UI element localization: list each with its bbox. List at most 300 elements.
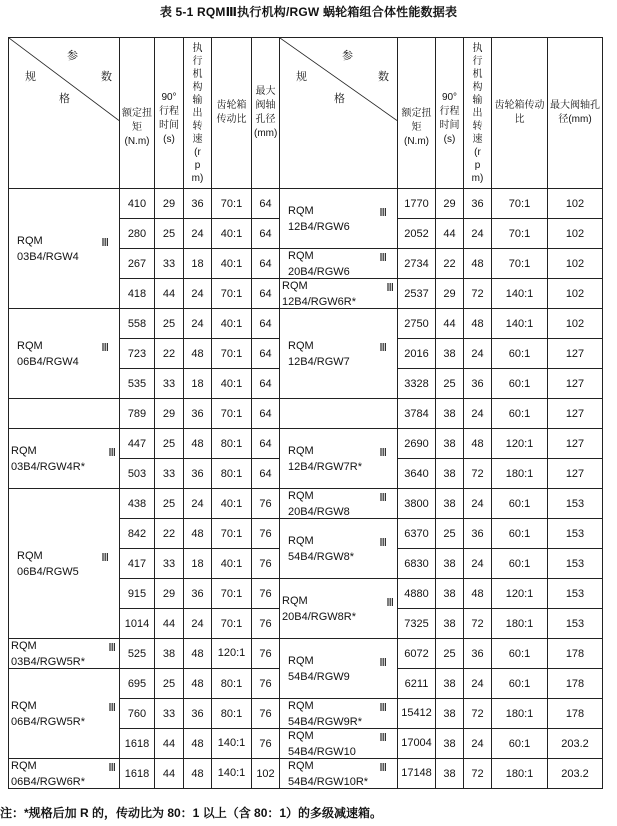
speed-value: 24 [184,279,212,309]
stroke-time-value: 38 [436,579,464,609]
model-spec: 12B4/RGW7R* [288,460,362,473]
model-series: RQM [11,639,37,652]
stroke-time-value: 25 [436,519,464,549]
speed-value: 24 [184,219,212,249]
torque-value: 1770 [398,189,436,219]
speed-value: 72 [464,459,492,489]
speed-value: 24 [464,399,492,429]
roman-three-mark: Ⅲ [379,656,387,669]
stroke-time-value: 38 [155,639,184,669]
table-row [9,429,603,459]
diag-shu-label: 数 [378,71,389,83]
stroke-time-value: 38 [436,459,464,489]
bore-value: 76 [252,669,280,699]
bore-value: 102 [548,309,603,339]
ratio-value: 60:1 [492,369,548,399]
torque-value: 2016 [398,339,436,369]
speed-value: 18 [184,249,212,279]
torque-value: 915 [120,579,155,609]
roman-three-mark: Ⅲ [108,641,116,654]
torque-value: 447 [120,429,155,459]
stroke-time-value: 33 [155,459,184,489]
model-spec: 03B4/RGW4 [17,250,79,263]
torque-value: 6370 [398,519,436,549]
model-series: RQM [17,549,43,562]
torque-header: 额定扭矩(N.m) [120,38,155,189]
ratio-value: 60:1 [492,339,548,369]
model-series: RQM [17,339,43,352]
torque-value: 2537 [398,279,436,309]
roman-three-mark: Ⅲ [108,701,116,714]
stroke-time-value: 25 [436,369,464,399]
stroke-time-value: 38 [436,489,464,519]
roman-three-mark: Ⅲ [379,446,387,459]
model-spec: 20B4/RGW6 [288,265,350,278]
table-row [9,189,603,219]
bore-value: 102 [548,249,603,279]
bore-value: 64 [252,309,280,339]
torque-value: 3640 [398,459,436,489]
model-series: RQM [11,699,37,712]
speed-value: 72 [464,699,492,729]
bore-value: 64 [252,459,280,489]
model-spec: 12B4/RGW6 [288,220,350,233]
model-label [9,639,120,669]
model-series: RQM [288,654,314,667]
stroke-time-value: 25 [155,489,184,519]
ratio-value: 70:1 [492,189,548,219]
ratio-value: 70:1 [212,189,252,219]
stroke-time-value: 29 [155,399,184,429]
speed-value: 72 [464,759,492,789]
torque-value: 695 [120,669,155,699]
model-label [280,249,398,279]
ratio-value: 70:1 [212,609,252,639]
torque-value: 1618 [120,759,155,789]
model-label [9,669,120,759]
speed-value: 48 [184,639,212,669]
stroke-time-value: 25 [155,669,184,699]
performance-table [8,37,603,789]
stroke-time-value: 44 [436,219,464,249]
bore-value: 102 [548,279,603,309]
ratio-value: 140:1 [492,279,548,309]
torque-value: 280 [120,219,155,249]
ratio-value: 70:1 [492,249,548,279]
torque-value: 535 [120,369,155,399]
diag-gui-label: 规 [25,71,36,83]
max-bore-header: 最大阀轴孔径(mm) [548,38,603,189]
ratio-value: 40:1 [212,309,252,339]
ratio-value: 40:1 [212,489,252,519]
bore-value: 153 [548,489,603,519]
model-label [280,579,398,639]
ratio-value: 180:1 [492,699,548,729]
ratio-value: 40:1 [212,219,252,249]
stroke-time-value: 25 [155,309,184,339]
bore-value: 102 [548,189,603,219]
speed-value: 72 [464,279,492,309]
stroke-time-value: 38 [436,729,464,759]
stroke-time-value: 38 [436,549,464,579]
torque-value: 2690 [398,429,436,459]
speed-value: 36 [464,189,492,219]
diagonal-header-left [9,38,120,189]
model-spec: 54B4/RGW10R* [288,775,369,788]
model-spec: 54B4/RGW10 [288,745,356,758]
ratio-value: 120:1 [492,429,548,459]
speed-value: 48 [464,429,492,459]
stroke-time-value: 38 [436,399,464,429]
ratio-value: 60:1 [492,729,548,759]
stroke-time-value: 44 [155,729,184,759]
diag-shu-label: 数 [101,71,112,83]
model-label [9,189,120,309]
ratio-value: 80:1 [212,429,252,459]
diag-gui-label: 规 [296,71,307,83]
torque-value: 15412 [398,699,436,729]
roman-three-mark: Ⅲ [108,761,116,774]
model-label [280,489,398,519]
bore-value: 102 [548,219,603,249]
model-spec: 20B4/RGW8 [288,505,350,518]
torque-value: 6072 [398,639,436,669]
model-series: RQM [288,699,314,712]
bore-value: 153 [548,549,603,579]
torque-value: 4880 [398,579,436,609]
diag-ge-label: 格 [334,93,345,105]
torque-value: 3800 [398,489,436,519]
torque-value: 417 [120,549,155,579]
ratio-value: 70:1 [212,519,252,549]
bore-value: 64 [252,369,280,399]
bore-value: 127 [548,429,603,459]
ratio-value: 70:1 [492,219,548,249]
table-row [9,309,603,339]
speed-value: 36 [464,639,492,669]
roman-three-mark: Ⅲ [379,206,387,219]
stroke-time-value: 29 [436,279,464,309]
bore-value: 203.2 [548,729,603,759]
model-label [280,729,398,759]
bore-value: 76 [252,579,280,609]
torque-value: 503 [120,459,155,489]
bore-value: 127 [548,459,603,489]
model-label [280,309,398,399]
stroke-time-value: 38 [436,759,464,789]
stroke-time-header: 90°行程时间(s) [436,38,464,189]
roman-three-mark: Ⅲ [379,536,387,549]
speed-value: 36 [464,369,492,399]
speed-value: 24 [184,609,212,639]
ratio-value: 60:1 [492,549,548,579]
torque-value: 1014 [120,609,155,639]
ratio-value: 40:1 [212,549,252,579]
model-spec: 03B4/RGW5R* [11,655,85,668]
speed-value: 24 [464,339,492,369]
speed-value: 48 [184,519,212,549]
ratio-value: 180:1 [492,609,548,639]
speed-value: 48 [184,759,212,789]
ratio-value: 40:1 [212,249,252,279]
ratio-value: 40:1 [212,369,252,399]
model-series: RQM [288,249,314,262]
model-series: RQM [288,534,314,547]
bore-value: 64 [252,219,280,249]
roman-three-mark: Ⅲ [379,341,387,354]
stroke-time-value: 25 [155,429,184,459]
speed-value: 36 [184,459,212,489]
model-label [280,699,398,729]
torque-value: 6211 [398,669,436,699]
bore-value: 178 [548,639,603,669]
model-label [9,489,120,639]
speed-value: 18 [184,369,212,399]
model-label [9,429,120,489]
bore-value: 76 [252,609,280,639]
stroke-time-value: 22 [155,339,184,369]
model-label [280,639,398,699]
bore-value: 76 [252,489,280,519]
model-spec: 54B4/RGW8* [288,550,355,563]
model-spec: 03B4/RGW4R* [11,460,85,473]
speed-value: 24 [464,729,492,759]
roman-three-mark: Ⅲ [101,551,109,564]
diag-param-label: 参 [67,50,78,62]
model-label [280,519,398,579]
stroke-time-value: 29 [436,189,464,219]
roman-three-mark: Ⅲ [379,701,387,714]
header-row [9,38,603,189]
stroke-time-value: 33 [155,549,184,579]
torque-value: 760 [120,699,155,729]
roman-three-mark: Ⅲ [386,596,394,609]
bore-value: 64 [252,339,280,369]
roman-three-mark: Ⅲ [386,281,394,294]
ratio-value: 80:1 [212,699,252,729]
table-row [9,759,603,789]
model-series: RQM [288,204,314,217]
bore-value: 178 [548,699,603,729]
bore-value: 64 [252,189,280,219]
ratio-value: 120:1 [492,579,548,609]
ratio-value: 180:1 [492,759,548,789]
ratio-value: 70:1 [212,279,252,309]
ratio-value: 70:1 [212,579,252,609]
torque-value: 7325 [398,609,436,639]
speed-value: 24 [464,489,492,519]
bore-value: 76 [252,729,280,759]
stroke-time-value: 25 [155,219,184,249]
model-series: RQM [288,729,314,742]
ratio-value: 70:1 [212,399,252,429]
torque-value: 789 [120,399,155,429]
model-spec: 06B4/RGW5R* [11,715,85,728]
bore-value: 64 [252,279,280,309]
table-row [9,639,603,669]
stroke-time-value: 38 [436,699,464,729]
speed-value: 48 [184,429,212,459]
speed-value: 24 [184,309,212,339]
torque-value: 2052 [398,219,436,249]
model-series: RQM [288,444,314,457]
torque-value: 1618 [120,729,155,759]
model-label [280,429,398,489]
ratio-value: 80:1 [212,459,252,489]
speed-value: 36 [184,189,212,219]
ratio-value: 140:1 [492,309,548,339]
model-label [9,759,120,789]
torque-value: 2734 [398,249,436,279]
speed-value: 18 [184,549,212,579]
table-title: 表 5-1 RQMⅢ执行机构/RGW 蜗轮箱组合体性能数据表 [159,5,458,19]
bore-value: 127 [548,399,603,429]
model-spec: 06B4/RGW5 [17,565,79,578]
torque-value: 6830 [398,549,436,579]
roman-three-mark: Ⅲ [379,731,387,744]
torque-value: 418 [120,279,155,309]
bore-value: 76 [252,549,280,579]
speed-value: 48 [464,309,492,339]
speed-value: 48 [464,579,492,609]
ratio-value: 140:1 [212,759,252,789]
roman-three-mark: Ⅲ [379,251,387,264]
model-series: RQM [11,759,37,772]
ratio-value: 70:1 [212,339,252,369]
stroke-time-value: 33 [155,369,184,399]
bore-value: 102 [252,759,280,789]
model-label [9,399,120,429]
model-spec: 54B4/RGW9 [288,670,350,683]
diagonal-header-right [280,38,398,189]
torque-value: 842 [120,519,155,549]
stroke-time-value: 44 [436,309,464,339]
speed-value: 24 [184,489,212,519]
model-series: RQM [288,759,314,772]
roman-three-mark: Ⅲ [379,491,387,504]
model-spec: 06B4/RGW6R* [11,775,85,788]
model-label [280,759,398,789]
stroke-time-value: 44 [155,279,184,309]
bore-value: 153 [548,609,603,639]
speed-value: 24 [464,219,492,249]
bore-value: 153 [548,519,603,549]
stroke-time-value: 29 [155,189,184,219]
max-bore-header: 最大阀轴孔径(mm) [252,38,280,189]
bore-value: 127 [548,339,603,369]
bore-value: 64 [252,429,280,459]
roman-three-mark: Ⅲ [379,761,387,774]
ratio-value: 60:1 [492,669,548,699]
model-label [280,279,398,309]
ratio-value: 80:1 [212,669,252,699]
ratio-value: 60:1 [492,639,548,669]
model-label [9,309,120,399]
torque-value: 723 [120,339,155,369]
speed-value: 36 [184,699,212,729]
bore-value: 178 [548,669,603,699]
stroke-time-value: 38 [436,609,464,639]
torque-value: 17004 [398,729,436,759]
ratio-value: 140:1 [212,729,252,759]
speed-value: 48 [184,669,212,699]
ratio-value: 120:1 [212,639,252,669]
torque-value: 267 [120,249,155,279]
stroke-time-value: 33 [155,699,184,729]
stroke-time-value: 22 [436,249,464,279]
stroke-time-value: 44 [155,759,184,789]
torque-value: 525 [120,639,155,669]
speed-value: 36 [184,579,212,609]
stroke-time-header: 90°行程时间(s) [155,38,184,189]
speed-value: 24 [464,669,492,699]
speed-value: 36 [464,519,492,549]
table-row [9,489,603,519]
bore-value: 203.2 [548,759,603,789]
model-series: RQM [288,339,314,352]
ratio-value: 60:1 [492,399,548,429]
model-spec: 20B4/RGW8R* [282,610,356,623]
model-spec: 12B4/RGW7 [288,355,350,368]
bore-value: 153 [548,579,603,609]
stroke-time-value: 38 [436,339,464,369]
torque-header: 额定扭矩(N.m) [398,38,436,189]
model-series: RQM [11,444,37,457]
model-spec: 54B4/RGW9R* [288,715,362,728]
output-speed-header: 执行机构输出转速(rpm) [464,38,492,189]
gear-ratio-header: 齿轮箱传动比 [212,38,252,189]
stroke-time-value: 38 [436,429,464,459]
model-series: RQM [282,279,308,292]
diag-param-label: 参 [342,50,353,62]
torque-value: 558 [120,309,155,339]
speed-value: 48 [184,339,212,369]
bore-value: 64 [252,399,280,429]
torque-value: 17148 [398,759,436,789]
bore-value: 76 [252,519,280,549]
stroke-time-value: 22 [155,519,184,549]
model-label [280,189,398,249]
roman-three-mark: Ⅲ [101,341,109,354]
model-spec: 12B4/RGW6R* [282,295,356,308]
bore-value: 127 [548,369,603,399]
speed-value: 72 [464,609,492,639]
ratio-value: 60:1 [492,519,548,549]
torque-value: 2750 [398,309,436,339]
stroke-time-value: 29 [155,579,184,609]
diag-ge-label: 格 [59,93,70,105]
stroke-time-value: 33 [155,249,184,279]
roman-three-mark: Ⅲ [108,446,116,459]
stroke-time-value: 25 [436,639,464,669]
ratio-value: 180:1 [492,459,548,489]
torque-value: 3328 [398,369,436,399]
model-spec: 06B4/RGW4 [17,355,79,368]
output-speed-header: 执行机构输出转速(rpm) [184,38,212,189]
stroke-time-value: 38 [436,669,464,699]
model-series: RQM [17,234,43,247]
speed-value: 24 [464,549,492,579]
speed-value: 48 [464,249,492,279]
table-row [9,399,603,429]
bore-value: 64 [252,249,280,279]
roman-three-mark: Ⅲ [101,236,109,249]
torque-value: 410 [120,189,155,219]
torque-value: 438 [120,489,155,519]
model-series: RQM [282,594,308,607]
speed-value: 36 [184,399,212,429]
gear-ratio-header: 齿轮箱传动比 [492,38,548,189]
